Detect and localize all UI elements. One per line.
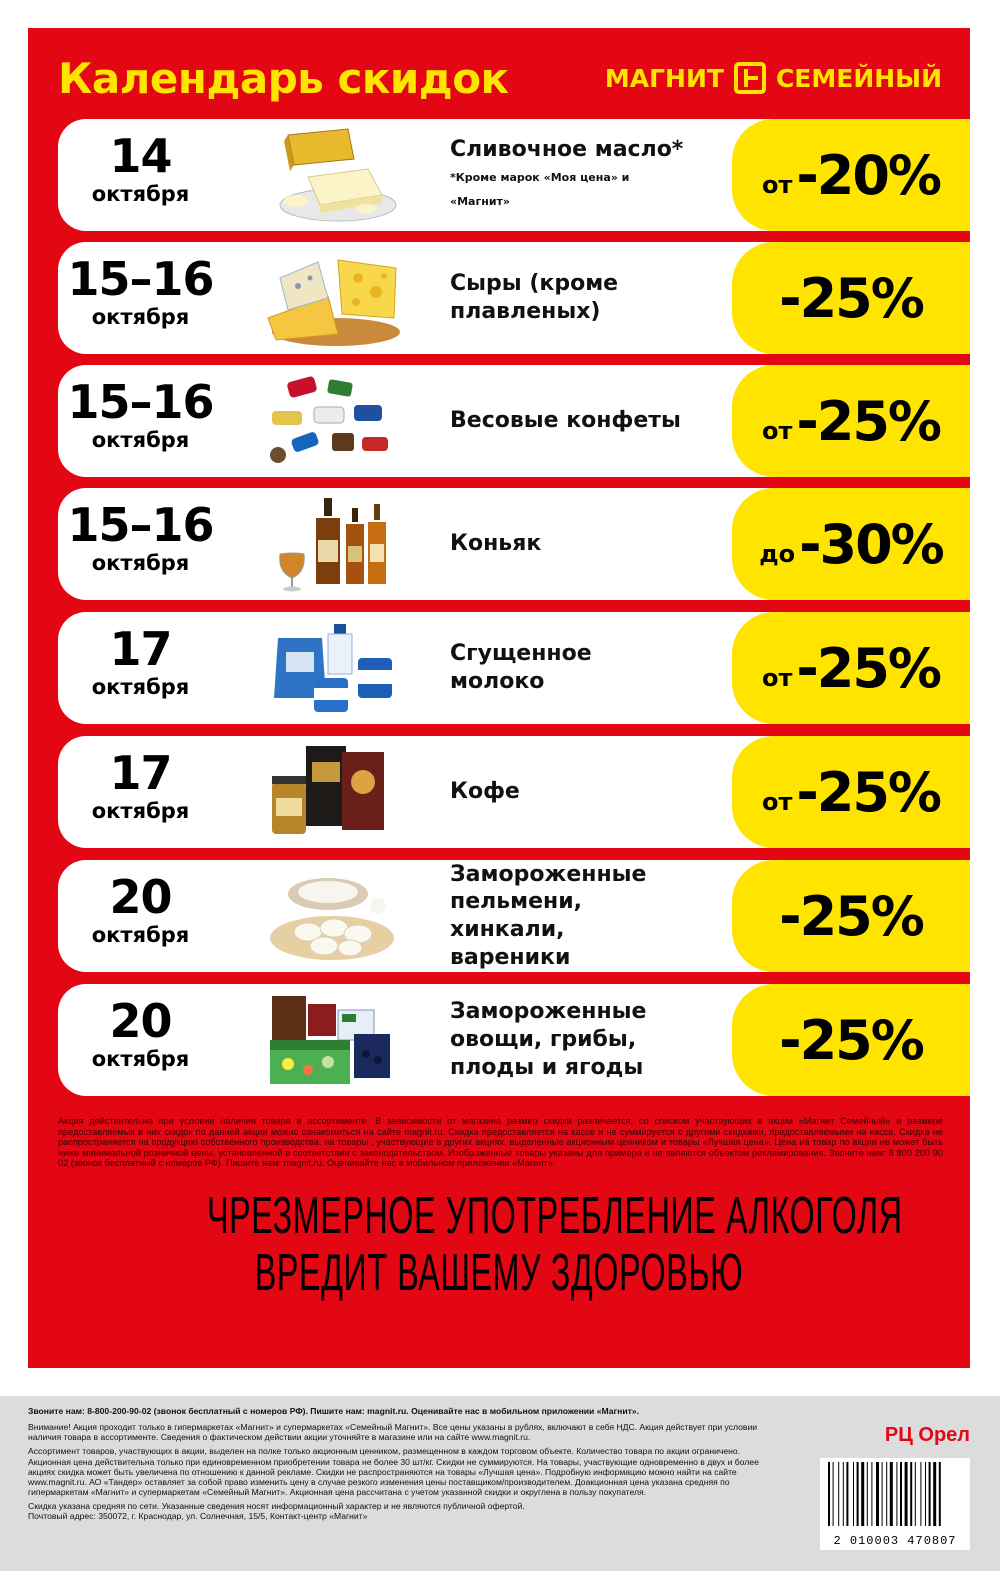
product-name: Весовые конфеты [450, 408, 681, 434]
condensed-milk-image [258, 618, 408, 718]
product-note [450, 166, 705, 214]
promo-day: 15–16 [67, 498, 214, 552]
promo-month: октября [91, 428, 190, 452]
product-note-line1: *Кроме марок «Моя цена» и [450, 170, 630, 184]
brand-name-family: СЕМЕЙНЫЙ [775, 63, 942, 93]
alcohol-warning-line1: ЧРЕЗМЕРНОЕ УПОТРЕБЛЕНИЕ АЛКОГОЛЯ [206, 1187, 903, 1245]
dumplings-image [258, 866, 408, 966]
promo-day: 14 [109, 129, 172, 183]
discount-badge [732, 612, 970, 724]
promo-date [58, 119, 223, 231]
product-note-line2: «Магнит» [450, 194, 511, 208]
promo-poster [28, 28, 970, 1368]
discount-value: -20% [796, 143, 941, 207]
promo-day: 15–16 [67, 252, 214, 306]
discount-badge [732, 736, 970, 848]
brand-name-magnit: МАГНИТ [604, 63, 724, 93]
cheese-image [258, 248, 408, 348]
discount-prefix: от [761, 417, 793, 445]
promo-row-cheese [58, 242, 970, 354]
region-label: РЦ Орел [884, 1424, 970, 1446]
discount-value: -30% [799, 512, 943, 576]
promo-day: 17 [109, 622, 172, 676]
product-name-line1: Замороженные [450, 999, 647, 1025]
promo-month: октября [91, 799, 190, 823]
product-name: Коньяк [450, 531, 542, 557]
barcode-number: 2 010003 470807 [833, 1534, 957, 1548]
promo-date [58, 242, 223, 354]
promo-day: 20 [109, 870, 172, 924]
promo-product [450, 984, 705, 1096]
product-name [450, 270, 705, 325]
discount-badge [732, 119, 970, 231]
promo-row-coffee [58, 736, 970, 848]
footer-text [28, 1406, 773, 1525]
promo-date [58, 736, 223, 848]
promo-product [450, 365, 705, 477]
promo-row-candies [58, 365, 970, 477]
poster-title: Календарь скидок [58, 54, 509, 103]
promo-row-frozen-vegetables [58, 984, 970, 1096]
discount-badge [732, 488, 970, 600]
promo-day: 15–16 [67, 375, 214, 429]
product-name-line1: Замороженные [450, 861, 647, 887]
product-name: Кофе [450, 779, 520, 805]
promo-month: октября [91, 675, 190, 699]
promo-product [450, 488, 705, 600]
product-name-line3: хинкали, [450, 917, 565, 942]
product-name-line3: плоды и ягоды [450, 1054, 644, 1080]
product-name-line1: Сыры (кроме [450, 271, 619, 297]
discount-prefix: до [759, 540, 796, 568]
promo-row-condensed-milk [58, 612, 970, 724]
brand-logo-group [605, 60, 942, 96]
product-name-line1: Сгущенное [450, 641, 592, 667]
promo-month: октября [91, 305, 190, 329]
promo-product [450, 736, 705, 848]
promo-month: октября [91, 1047, 190, 1071]
promo-row-cognac [58, 488, 970, 600]
footer-contact: Звоните нам: 8-800-200-90-02 (звонок бесплатный с номеров РФ). Пишите нам: magnit.ru. Оценивайте нас в мобильном приложении «Магнит». [28, 1406, 639, 1416]
product-name-line2: пельмени, [450, 889, 583, 915]
promo-product [450, 119, 705, 231]
footer-address: Почтовый адрес: 350072, г. Краснодар, ул. Солнечная, 15/5, Контакт-центр «Магнит» [28, 1511, 368, 1522]
footer-attention: Внимание! Акция проходит только в гипермаркетах «Магнит» и супермаркетах «Семейный Магнит». Все цены указаны в рублях, включают в себя НДС. Акция действует при условии наличия товара в ассортименте. Сведения о фактическом действии акции уточняйте в магазине или на сайте www.magnit.ru. [28, 1422, 758, 1443]
discount-value: -25% [779, 266, 923, 330]
alcohol-warning [206, 1187, 903, 1303]
promo-product [450, 860, 705, 972]
discount-value: -25% [796, 636, 941, 700]
candies-image [258, 371, 408, 471]
promo-month: октября [91, 923, 190, 947]
barcode-bars-icon [826, 1462, 964, 1526]
promo-month: октября [91, 551, 190, 575]
discount-badge [732, 242, 970, 354]
discount-prefix: от [761, 664, 793, 692]
promo-day: 20 [109, 994, 172, 1048]
product-name-line2: овощи, грибы, [450, 1027, 637, 1053]
discount-prefix: от [761, 171, 793, 199]
product-name [450, 861, 705, 972]
footer-assortment: Ассортимент товаров, участвующих в акции, выделен на полке только акционным ценником, размещенном в каждом торговом объекте. Количество товара по акции ограничено. Акционная цена действительна только при единовременном приобретении товара не более 30 шт/кг. Скидки не суммируются. На товары, участвующие одновременно в двух и более акциях скидка может быть увеличена по отношению к данной рекламе. Скидки не распространяются на товары «Лучшая цена». Подробную информацию можно найти на сайте www.magnit.ru. АО «Тандер» оставляет за собой право изменить цену в случае резкого изменения цены поставщиком/производителем. Доакционная цена указана средняя по гипермаркетам «Магнит» и супермаркетам «Семейный Магнит». Акционная цена рассчитана с учетом указанной скидки и округлена в пользу покупателя. [28, 1446, 759, 1497]
footer-average: Скидка указана средняя по сети. Указанные сведения носят информационный характер и не являются публичной офертой. [28, 1501, 525, 1512]
promo-row-butter [58, 119, 970, 231]
promo-date [58, 365, 223, 477]
promo-row-dumplings [58, 860, 970, 972]
promo-date [58, 860, 223, 972]
discount-value: -25% [796, 389, 941, 453]
discount-prefix: от [761, 788, 793, 816]
promo-date [58, 488, 223, 600]
promo-date [58, 984, 223, 1096]
discount-value: -25% [779, 884, 923, 948]
discount-value: -25% [796, 760, 941, 824]
discount-badge [732, 860, 970, 972]
alcohol-warning-line2: ВРЕДИТ ВАШЕМУ ЗДОРОВЬЮ [254, 1244, 744, 1303]
product-name: Сливочное масло* [450, 136, 684, 162]
footer [0, 1396, 1000, 1571]
coffee-image [258, 742, 408, 842]
product-name-line4: вареники [450, 944, 571, 970]
product-name-line2: молоко [450, 669, 545, 694]
promo-product [450, 612, 705, 724]
product-name [450, 640, 705, 695]
product-name-line2: плавленых) [450, 299, 601, 324]
discount-badge [732, 365, 970, 477]
promo-product [450, 242, 705, 354]
product-name [450, 998, 705, 1081]
magnit-logo-icon [734, 62, 766, 94]
discount-value: -25% [779, 1008, 923, 1072]
legal-disclaimer: Акция действительна при условии наличия товара в ассортименте. В зависимости от магазина размер скидки различается, со списком участвующих в акции «Магнит Семейный» и размере предоставляемых в них скидок по данной акции можно ознакомиться на сайте magnit.ru. Скидка предоставляется на кассе и не суммируется с другими скидками, предоставляемыми на кассе. Скидка не распространяется на продукцию собственного производства, на товары , участвующие в других акциях, выделенные акционным ценником и товары «Лучшая цена». Цена на товар по акции не может быть ниже минимальной розничной цены, установленной в соответствии с законодательством. Изображенные товары указаны для примера и не являются объектом рекламирования. Звоните нам: 8 800 200 90 02 (звонок бесплатный с номеров РФ). Пишите нам: magnit.ru. Оценивайте нас в мобильном приложении «Магнит». [58, 1116, 943, 1169]
barcode [820, 1458, 970, 1550]
frozen-vegetables-image [258, 990, 408, 1090]
promo-date [58, 612, 223, 724]
promo-month: октября [91, 182, 190, 206]
promo-day: 17 [109, 746, 172, 800]
discount-badge [732, 984, 970, 1096]
butter-image [258, 125, 408, 225]
cognac-image [258, 494, 408, 594]
